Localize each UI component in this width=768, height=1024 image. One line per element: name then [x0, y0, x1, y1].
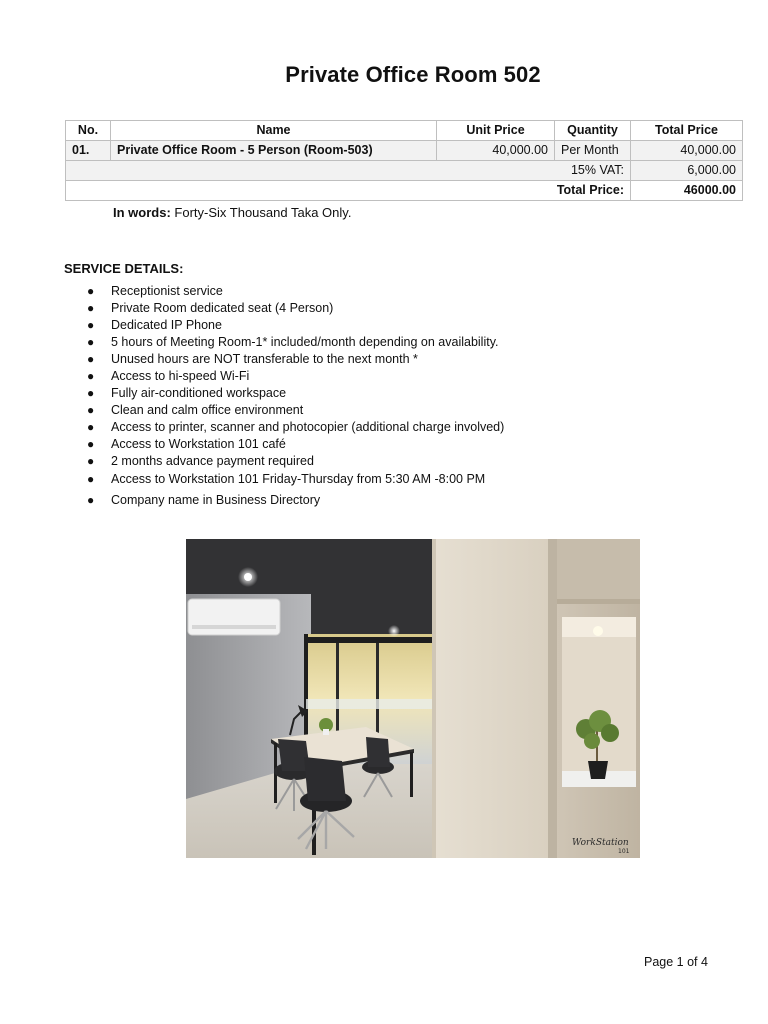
- list-item-text: Private Room dedicated seat (4 Person): [111, 301, 334, 315]
- list-item-text: Access to printer, scanner and photocopier (additional charge involved): [111, 420, 505, 434]
- cell-name: Private Office Room - 5 Person (Room-503): [111, 141, 437, 161]
- vat-row: [66, 161, 743, 181]
- list-item: [64, 385, 504, 402]
- cell-total: 40,000.00: [631, 141, 743, 161]
- col-header-unit-price: Unit Price: [437, 121, 555, 141]
- bullet-icon: ●: [87, 318, 95, 332]
- col-header-no: No.: [66, 121, 111, 141]
- col-header-quantity: Quantity: [555, 121, 631, 141]
- list-item-text: Access to hi-speed Wi-Fi: [111, 369, 250, 383]
- workstation-logo: WorkStation: [572, 838, 629, 848]
- list-item: [64, 317, 504, 334]
- list-item-text: Fully air-conditioned workspace: [111, 386, 287, 400]
- list-item-text: Company name in Business Directory: [111, 493, 321, 507]
- service-list: [64, 283, 504, 509]
- list-item: [64, 368, 504, 385]
- list-item-text: 5 hours of Meeting Room-1* included/month depending on availability.: [111, 335, 499, 349]
- cell-unit-price: 40,000.00: [437, 141, 555, 161]
- svg-text:101: 101: [618, 848, 630, 855]
- list-item: [64, 300, 504, 317]
- list-item-text: Unused hours are NOT transferable to the next month *: [111, 352, 418, 366]
- bullet-icon: ●: [87, 301, 95, 315]
- col-header-total-price: Total Price: [631, 121, 743, 141]
- bullet-icon: ●: [87, 386, 95, 400]
- list-item: [64, 334, 504, 351]
- page-title: Private Office Room 502: [285, 62, 541, 87]
- list-item: [64, 351, 504, 368]
- bullet-icon: ●: [87, 403, 95, 417]
- total-value: 46000.00: [631, 181, 743, 201]
- bullet-icon: ●: [87, 454, 95, 468]
- list-item-text: 2 months advance payment required: [111, 454, 314, 468]
- in-words-value: Forty-Six Thousand Taka Only.: [174, 205, 352, 220]
- cell-no: 01.: [66, 141, 111, 161]
- list-item-text: Access to Workstation 101 Friday-Thursday from 5:30 AM -8:00 PM: [111, 472, 486, 486]
- list-item-text: Receptionist service: [111, 284, 223, 298]
- service-details-heading: SERVICE DETAILS:: [64, 261, 184, 276]
- list-item: [64, 489, 504, 509]
- vat-label: 15% VAT:: [66, 161, 631, 181]
- bullet-icon: ●: [87, 420, 95, 434]
- office-photo: [186, 539, 640, 858]
- list-item-text: Dedicated IP Phone: [111, 318, 222, 332]
- list-item-text: Clean and calm office environment: [111, 403, 304, 417]
- in-words-label: In words:: [113, 205, 171, 220]
- bullet-icon: ●: [87, 437, 95, 451]
- table-header-row: [66, 121, 743, 141]
- cell-quantity: Per Month: [555, 141, 631, 161]
- bullet-icon: ●: [87, 369, 95, 383]
- table-row: [66, 141, 743, 161]
- list-item: [64, 470, 504, 489]
- vat-value: 6,000.00: [631, 161, 743, 181]
- bullet-icon: ●: [87, 284, 95, 298]
- bullet-icon: ●: [87, 352, 95, 366]
- total-row: [66, 181, 743, 201]
- in-words-line: [113, 205, 351, 220]
- list-item: [64, 453, 504, 470]
- col-header-name: Name: [111, 121, 437, 141]
- bullet-icon: ●: [87, 472, 95, 486]
- list-item: [64, 419, 504, 436]
- list-item: [64, 283, 504, 300]
- price-table: [65, 120, 743, 201]
- bullet-icon: ●: [87, 335, 95, 349]
- page-number: Page 1 of 4: [644, 955, 708, 969]
- office-photo-illustration: [186, 539, 640, 858]
- list-item-text: Access to Workstation 101 café: [111, 437, 286, 451]
- total-label: Total Price:: [66, 181, 631, 201]
- list-item: [64, 436, 504, 453]
- bullet-icon: ●: [87, 493, 95, 507]
- list-item: [64, 402, 504, 419]
